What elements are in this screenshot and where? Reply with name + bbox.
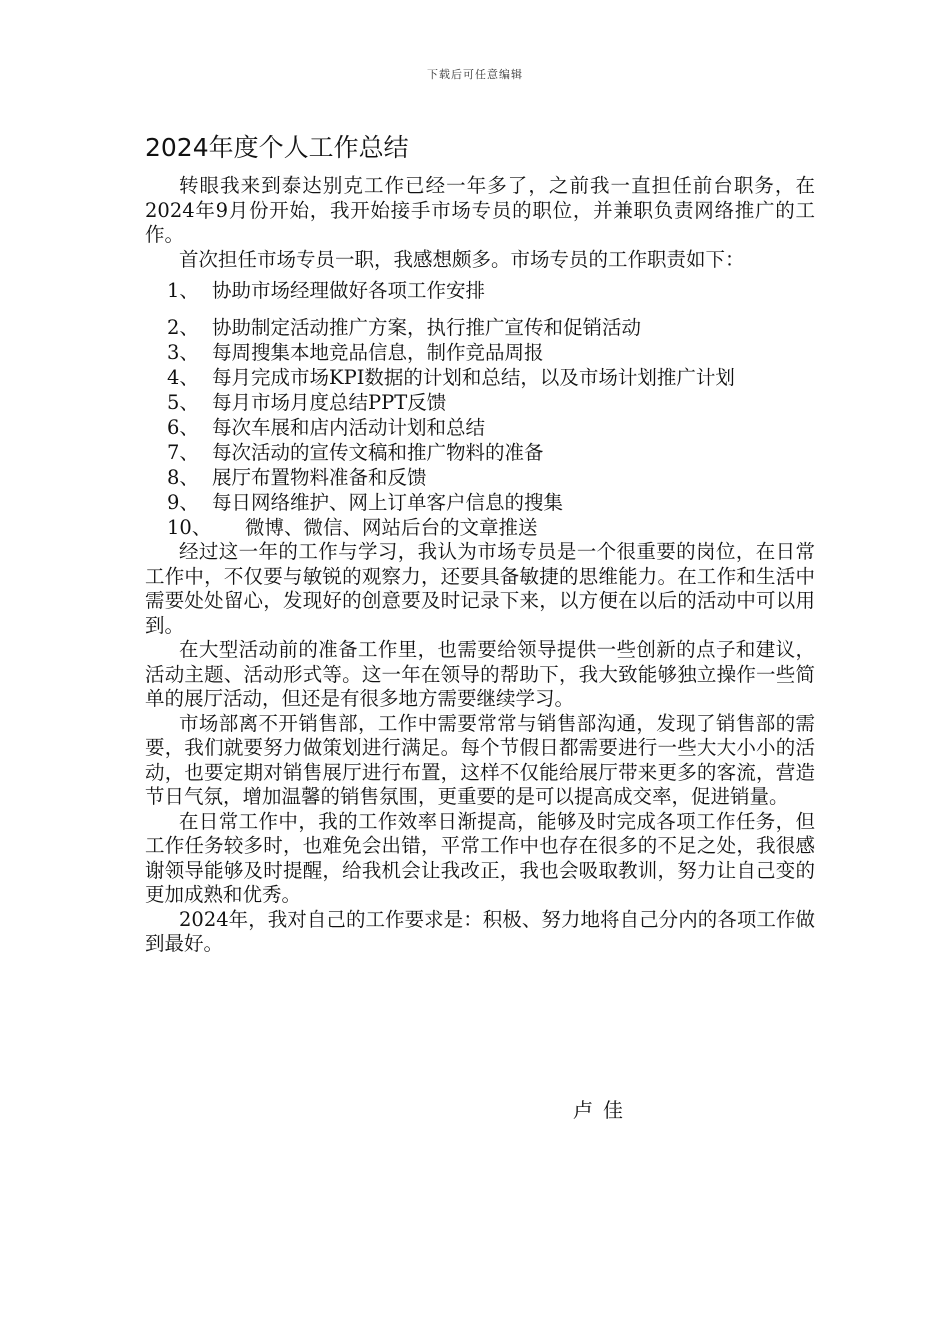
duty-number: 2、 — [167, 316, 199, 339]
body-paragraph: 在日常工作中，我的工作效率日渐提高，能够及时完成各项工作任务，但工作任务较多时，也难免会出错，平常工作中也存在很多的不足之处，我很感谢领导能够及时提醒，给我机会让我改正，我也会吸取教训，努力让自己变的更加成熟和优秀。 — [145, 809, 815, 906]
duty-text: 协助制定活动推广方案，执行推广宣传和促销活动 — [212, 316, 642, 339]
duty-list — [145, 278, 815, 540]
duty-text: 协助市场经理做好各项工作安排 — [212, 279, 486, 302]
duty-item — [145, 415, 815, 440]
duty-number: 6、 — [167, 416, 199, 439]
body-paragraph: 2024年，我对自己的工作要求是：积极、努力地将自己分内的各项工作做到最好。 — [145, 907, 815, 955]
duty-number: 1、 — [167, 279, 199, 302]
duty-number: 5、 — [167, 391, 199, 414]
duty-item — [145, 278, 815, 303]
duty-text: 微博、微信、网站后台的文章推送 — [245, 516, 538, 539]
document-content — [145, 128, 815, 957]
duty-text: 每月完成市场KPI数据的计划和总结，以及市场计划推广计划 — [212, 366, 735, 389]
duty-text: 每周搜集本地竞品信息，制作竞品周报 — [212, 341, 544, 364]
body-paragraph: 在大型活动前的准备工作里，也需要给领导提供一些创新的点子和建议，活动主题、活动形式等。这一年在领导的帮助下，我大致能够独立操作一些简单的展厅活动，但还是有很多地方需要继续学习。 — [145, 638, 815, 710]
duty-number: 3、 — [167, 341, 199, 364]
intro-paragraph: 首次担任市场专员一职，我感想颇多。市场专员的工作职责如下： — [179, 247, 745, 271]
duty-item — [145, 315, 815, 340]
duty-text: 每次车展和店内活动计划和总结 — [212, 416, 486, 439]
duty-item — [145, 390, 815, 415]
duty-text: 每次活动的宣传文稿和推广物料的准备 — [212, 441, 544, 464]
duty-text: 每月市场月度总结PPT反馈 — [212, 391, 447, 414]
duty-item — [145, 340, 815, 365]
duty-number: 7、 — [167, 441, 199, 464]
body-paragraph: 经过这一年的工作与学习，我认为市场专员是一个很重要的岗位，在日常工作中，不仅要与敏锐的观察力，还要具备敏捷的思维能力。在工作和生活中需要处处留心，发现好的创意要及时记录下来，以方便在以后的活动中可以用到。 — [145, 540, 815, 637]
body-paragraph: 市场部离不开销售部，工作中需要常常与销售部沟通，发现了销售部的需要，我们就要努力做策划进行满足。每个节假日都需要进行一些大大小小的活动，也要定期对销售展厅进行布置，这样不仅能给展厅带来更多的客流，营造节日气氛，增加温馨的销售氛围，更重要的是可以提高成交率，促进销量。 — [145, 711, 815, 808]
document-title: 2024年度个人工作总结 — [145, 133, 409, 162]
header-note: 下载后可任意编辑 — [427, 68, 523, 81]
duty-item — [145, 515, 815, 540]
duty-item — [145, 490, 815, 515]
duty-item — [145, 440, 815, 465]
signature: 卢佳 — [573, 1098, 633, 1122]
duty-item — [145, 465, 815, 490]
duty-text: 每日网络维护、网上订单客户信息的搜集 — [212, 491, 564, 514]
intro-paragraph: 转眼我来到泰达别克工作已经一年多了，之前我一直担任前台职务，在2024年9月份开始，我开始接手市场专员的职位，并兼职负责网络推广的工作。 — [145, 174, 815, 246]
duty-text: 展厅布置物料准备和反馈 — [212, 466, 427, 489]
duty-number: 10、 — [167, 516, 212, 539]
duty-number: 8、 — [167, 466, 199, 489]
duty-item — [145, 365, 815, 390]
duty-number: 9、 — [167, 491, 199, 514]
duty-number: 4、 — [167, 366, 199, 389]
